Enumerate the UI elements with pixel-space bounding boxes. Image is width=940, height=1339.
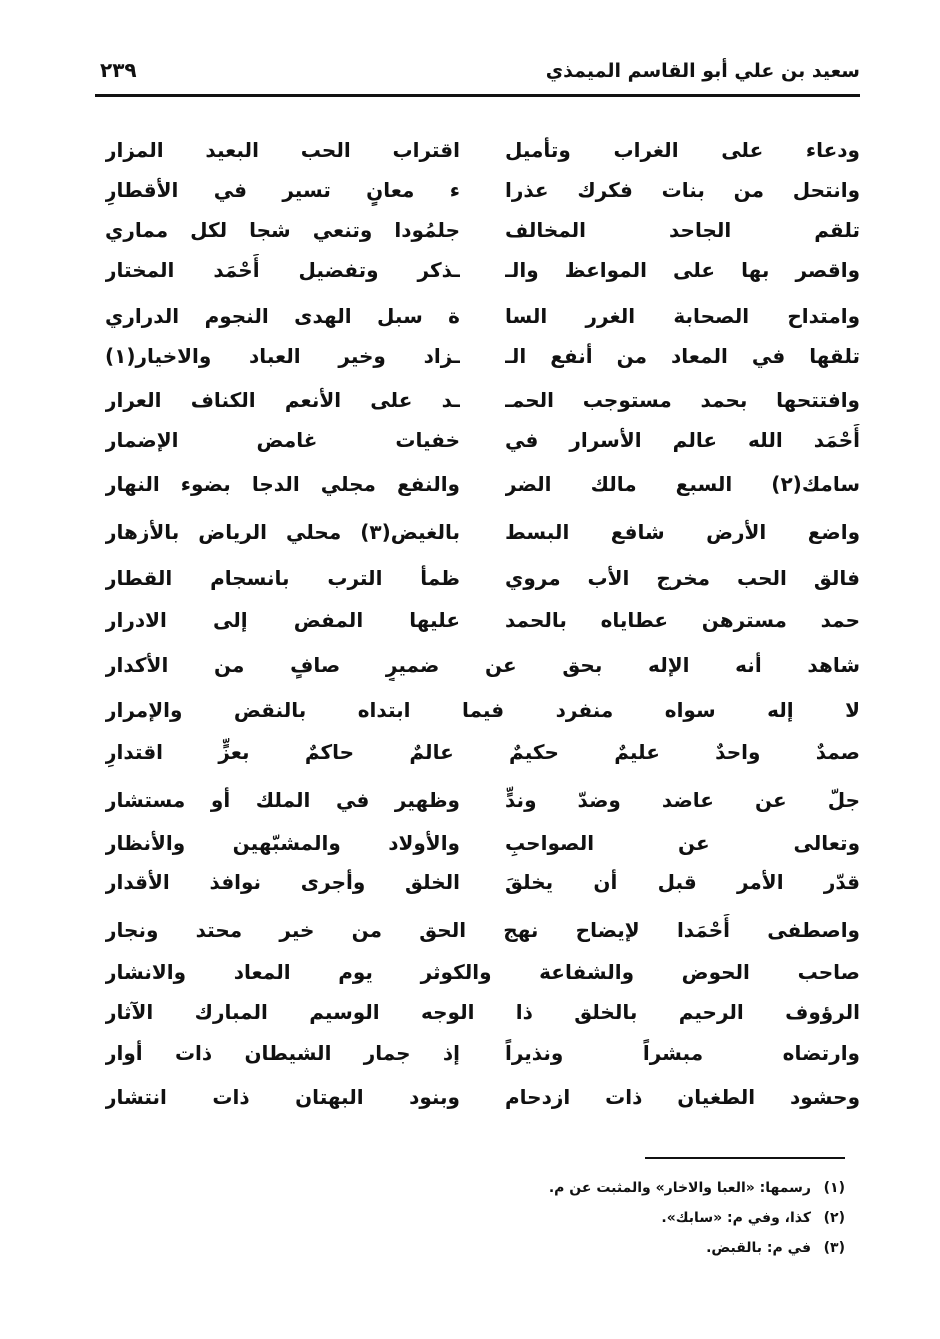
verse-line	[0, 649, 940, 681]
verse-second-hemistich: ء معانٍ تسير في الأقطارِ	[105, 178, 460, 202]
footnote-number: (٢)	[823, 1210, 845, 1226]
verse-second-hemistich: خفيات غامض الإضمار	[105, 428, 460, 452]
verse-line	[0, 340, 940, 372]
verse-line	[0, 866, 940, 898]
verse-line	[0, 300, 940, 332]
verse-line	[0, 214, 940, 246]
verse-full-line: واصطفى أَحْمَدا لإيضاح نهج الحق من خير محتد ونجار	[105, 918, 860, 942]
verse-first-hemistich: حمد مسترهن عطاياه بالحمد	[505, 608, 860, 632]
verse-second-hemistich: ـذكر وتفضيل أَحْمَد المختار	[105, 258, 460, 282]
verse-first-hemistich: وامتداح الصحابة الغرر السا	[505, 304, 860, 328]
verse-line	[0, 914, 940, 946]
verse-line	[0, 254, 940, 286]
verse-second-hemistich: اقتراب الحب البعيد المزار	[105, 138, 460, 162]
verse-first-hemistich: فالق الحب مخرج الأب مروي	[505, 566, 860, 590]
verse-second-hemistich: ـد على الأنعم الكناف العرار	[105, 388, 460, 412]
verse-line	[0, 424, 940, 456]
verse-line	[0, 516, 940, 548]
verse-full-line: شاهد أنه الإله بحق عن ضميرٍ صافٍ من الأكدار	[105, 653, 860, 677]
verse-first-hemistich: وتعالى عن الصواحبِ	[505, 831, 860, 855]
verse-full-line: صاحب الحوض والشفاعة والكوثر يوم المعاد والانشار	[105, 960, 860, 984]
verse-line	[0, 468, 940, 500]
verse-first-hemistich: سامك(٢) السبع مالك الضر	[505, 472, 860, 496]
verse-second-hemistich: عليها المفض إلى الادرار	[105, 608, 460, 632]
verse-first-hemistich: تلقها في المعاد من أنفع الـ	[505, 344, 860, 368]
verse-line	[0, 956, 940, 988]
verse-second-hemistich: والنفع مجلي الدجا بضوء النهار	[105, 472, 460, 496]
verse-line	[0, 1081, 940, 1113]
verse-full-line: لا إله سواه منفرد فيما ابتداه بالنقض والإمرار	[105, 698, 860, 722]
running-header-title: سعيد بن علي أبو القاسم الميمذي	[545, 60, 860, 82]
verse-first-hemistich: وافتتحها بحمد مستوجب الحمـ	[505, 388, 860, 412]
verse-line	[0, 694, 940, 726]
verse-first-hemistich: وارتضاه مبشراً ونذيراً	[505, 1041, 860, 1065]
footnote-number: (٣)	[823, 1240, 845, 1256]
verse-second-hemistich: ة سبل الهدى النجوم الدراري	[105, 304, 460, 328]
verse-full-line: الرؤوف الرحيم بالخلق ذا الوجه الوسيم المبارك الآثار	[105, 1000, 860, 1024]
footnote-text: كذا، وفي م: «سابك».	[661, 1210, 811, 1226]
verse-line	[0, 562, 940, 594]
footnote-text: في م: بالقبض.	[706, 1240, 811, 1256]
page-number: ٢٣٩	[100, 58, 137, 82]
footnote	[661, 1210, 845, 1226]
verse-second-hemistich: الخلق وأجرى نوافذ الأقدار	[105, 870, 460, 894]
verse-full-line: صمدٌ واحدٌ عليمٌ حكيمٌ عالمٌ حاكمٌ بعزٍّ اقتدارِ	[105, 740, 860, 764]
verse-second-hemistich: وبنود البهتان ذات انتشار	[105, 1085, 460, 1109]
verse-line	[0, 996, 940, 1028]
footnote	[706, 1240, 845, 1256]
verse-line	[0, 384, 940, 416]
verse-line	[0, 827, 940, 859]
verse-line	[0, 736, 940, 768]
footnote	[549, 1180, 845, 1196]
verse-line	[0, 1037, 940, 1069]
verse-first-hemistich: وحشود الطغيان ذات ازدحام	[505, 1085, 860, 1109]
verse-first-hemistich: وانتحل من بنات فكرك عذرا	[505, 178, 860, 202]
verse-line	[0, 784, 940, 816]
verse-first-hemistich: تلقم الجاحد المخالف	[505, 218, 860, 242]
verse-first-hemistich: أَحْمَد الله عالم الأسرار في	[505, 428, 860, 452]
verse-first-hemistich: واضع الأرض شافع البسط	[505, 520, 860, 544]
verse-second-hemistich: إذ جمار الشيطان ذات أوار	[105, 1041, 460, 1065]
verse-second-hemistich: وظهير في الملك أو مستشار	[105, 788, 460, 812]
verse-second-hemistich: ـزاد وخير العباد والاخيار(١)	[105, 344, 460, 368]
verse-first-hemistich: جلّ عن عاضد وضدّ وندٍّ	[505, 788, 860, 812]
verse-line	[0, 134, 940, 166]
footnote-text: رسمها: «العبا والاخار» والمثبت عن م.	[548, 1180, 811, 1196]
verse-line	[0, 604, 940, 636]
verse-second-hemistich: جلمُودا وتنعي شجا لكل مماري	[105, 218, 460, 242]
verse-first-hemistich: ودعاء على الغراب وتأميل	[505, 138, 860, 162]
header-rule	[95, 94, 860, 97]
verse-first-hemistich: واقصر بها على المواعظ والـ	[505, 258, 860, 282]
verse-second-hemistich: بالغيض(٣) محلي الرياض بالأزهار	[105, 520, 460, 544]
footnote-rule	[645, 1157, 845, 1159]
verse-first-hemistich: قدّر الأمر قبل أن يخلقَ	[505, 870, 860, 894]
verse-second-hemistich: ظمأ الترب بانسجام القطار	[105, 566, 460, 590]
footnote-number: (١)	[823, 1180, 845, 1196]
verse-second-hemistich: والأولاد والمشبّهين والأنظار	[105, 831, 460, 855]
verse-line	[0, 174, 940, 206]
